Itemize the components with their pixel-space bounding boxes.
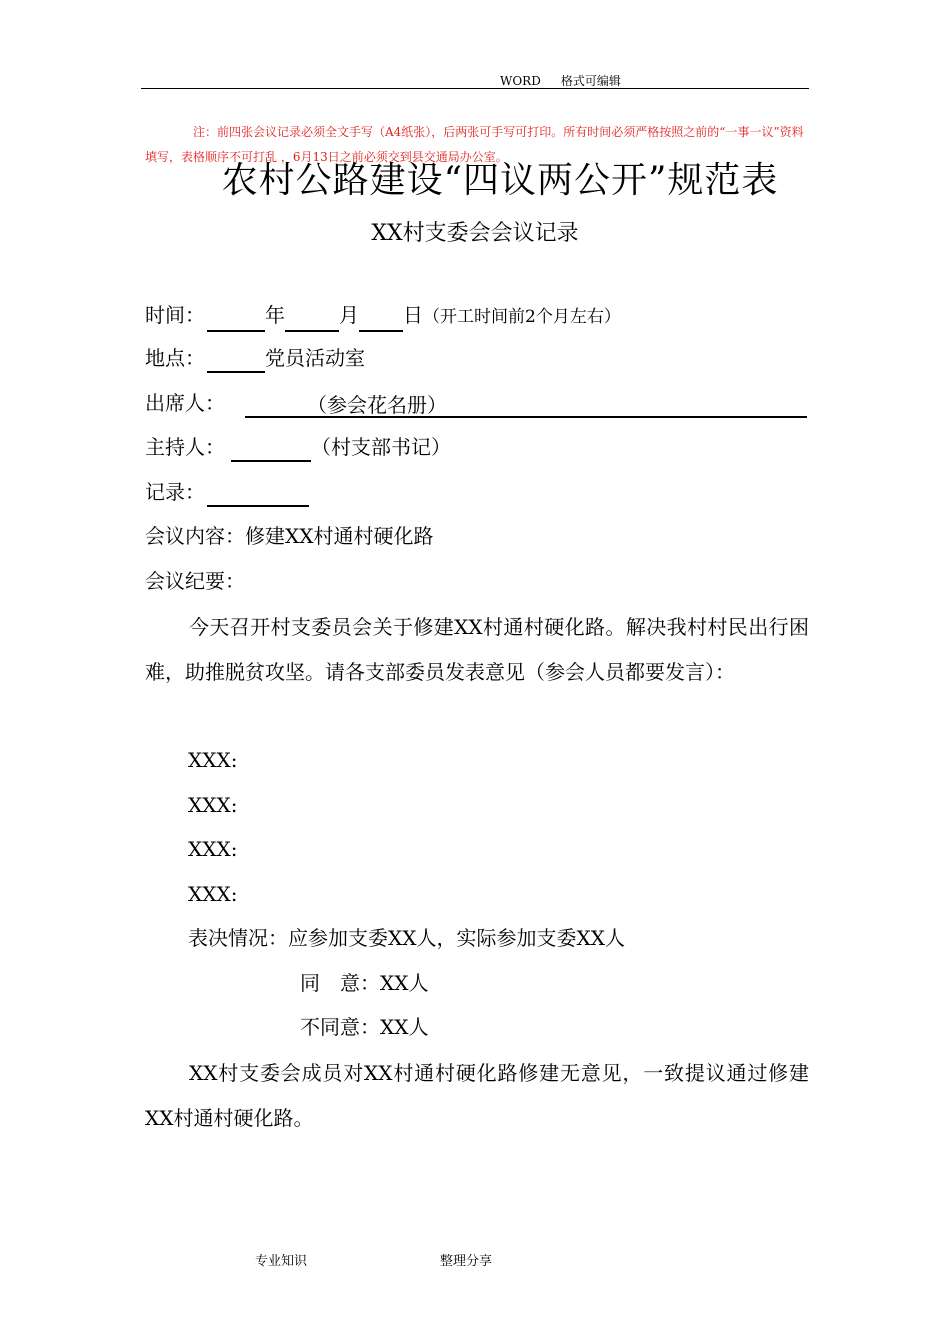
header-word: WORD bbox=[500, 74, 541, 88]
vote-line: 表决情况：应参加支委XX人，实际参加支委XX人 bbox=[188, 926, 625, 950]
day-blank[interactable] bbox=[359, 304, 403, 332]
speaker-2: XXX: bbox=[188, 793, 238, 817]
place-row bbox=[145, 343, 365, 373]
recorder-row bbox=[145, 477, 309, 507]
document-subtitle: XX村支委会会议记录 bbox=[371, 221, 579, 246]
footer-right: 整理分享 bbox=[440, 1254, 493, 1269]
header-divider bbox=[141, 88, 809, 89]
disagree-count: 不同意：XX人 bbox=[300, 1015, 429, 1039]
document-title: 农村公路建设“四议两公开”规范表 bbox=[221, 160, 779, 201]
host-row bbox=[145, 432, 451, 462]
day-label: 日 bbox=[403, 303, 423, 327]
time-note: （开工时间前2个月左右） bbox=[423, 307, 621, 327]
attendees-row bbox=[145, 388, 807, 418]
attendees-blank[interactable] bbox=[245, 390, 807, 418]
month-label: 月 bbox=[339, 303, 359, 327]
content-value: 修建XX村通村硬化路 bbox=[245, 524, 434, 548]
year-blank[interactable] bbox=[207, 304, 265, 332]
page-header bbox=[500, 72, 621, 89]
year-label: 年 bbox=[265, 303, 285, 327]
header-editable: 格式可编辑 bbox=[560, 74, 621, 88]
speaker-1: XXX: bbox=[188, 748, 238, 772]
summary-label: 会议纪要： bbox=[145, 569, 245, 593]
host-blank[interactable] bbox=[231, 434, 311, 462]
agree-count: 同 意：XX人 bbox=[300, 971, 429, 995]
speaker-3: XXX: bbox=[188, 837, 238, 861]
place-label: 地点： bbox=[145, 346, 205, 370]
time-row bbox=[145, 300, 621, 332]
place-value: 党员活动室 bbox=[265, 346, 365, 370]
host-note: （村支部书记） bbox=[311, 435, 451, 459]
content-row bbox=[145, 521, 433, 551]
attendees-note: （参会花名册） bbox=[307, 393, 447, 417]
opening-paragraph: 今天召开村支委员会关于修建XX村通村硬化路。解决我村村民出行困难，助推脱贫攻坚。请各支部委员发表意见（参会人员都要发言）： bbox=[145, 615, 809, 684]
footer-left: 专业知识 bbox=[255, 1254, 308, 1269]
red-note: 注：前四张会议记录必须全文手写（A4纸张），后两张可手写可打印。所有时间必须严格按照之前的“一事一议”资料填写，表格顺序不可打乱 ，6月13日之前必须交到县交通局办公室。 bbox=[145, 125, 804, 164]
place-blank[interactable] bbox=[207, 345, 265, 373]
conclusion-paragraph: XX村支委会成员对XX村通村硬化路修建无意见，一致提议通过修建XX村通村硬化路。 bbox=[145, 1061, 809, 1130]
recorder-label: 记录： bbox=[145, 480, 205, 504]
time-label: 时间： bbox=[145, 303, 205, 327]
content-label: 会议内容： bbox=[145, 524, 245, 548]
speaker-4: XXX: bbox=[188, 882, 238, 906]
host-label: 主持人： bbox=[145, 435, 225, 459]
recorder-blank[interactable] bbox=[207, 479, 309, 507]
attendees-label: 出席人： bbox=[145, 391, 225, 415]
month-blank[interactable] bbox=[285, 304, 339, 332]
